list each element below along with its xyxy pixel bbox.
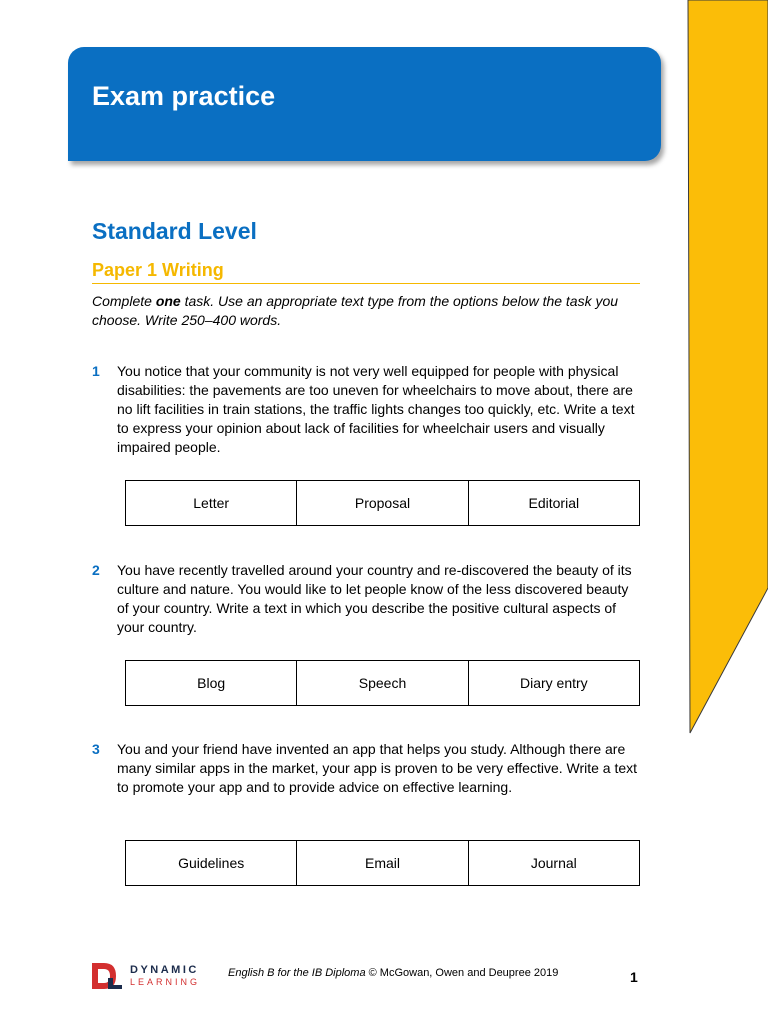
logo-text-learning: LEARNING: [130, 977, 201, 987]
option-cell: Letter: [126, 481, 297, 525]
task-3-options-table: [125, 840, 640, 886]
option-cell: Speech: [297, 661, 468, 705]
option-cell: Editorial: [528, 495, 580, 511]
option-cell: Diary entry: [519, 675, 588, 691]
page-number: 1: [630, 969, 638, 985]
task-number: 3: [92, 741, 100, 757]
task-number: 1: [92, 363, 100, 379]
footer-credit: English B for the IB Diploma © McGowan, Owen and Deupree 2019: [228, 967, 559, 979]
dynamic-learning-logo: [90, 960, 210, 992]
task-1-options-table: [125, 480, 640, 526]
option-cell: Blog: [126, 661, 297, 705]
task-number: 2: [92, 562, 100, 578]
option-cell: Journal: [530, 855, 577, 871]
option-cell: Proposal: [297, 481, 468, 525]
exam-practice-banner: [68, 47, 661, 161]
logo-text-dynamic: DYNAMIC: [130, 964, 199, 976]
paper-heading: Paper 1 Writing: [92, 261, 640, 284]
task-2-options-table: [125, 660, 640, 706]
level-heading: Standard Level: [92, 218, 257, 244]
option-cell: Email: [297, 841, 468, 885]
task-text: You notice that your community is not very well equipped for people with physical disabilities: the pavements are too uneven for wheelchairs to move about, there are no lift facilities in train stations, the traffic lights changes too quickly, etc. Write a text to express your opinion about lack of facilities for wheelchair users and visually impaired people.: [117, 363, 635, 455]
option-cell: Guidelines: [126, 841, 297, 885]
task-text: You have recently travelled around your country and re-discovered the beauty of its culture and nature. You would like to let people know of the less discovered beauty of your country. Write a text in which you describe the positive cultural aspects of your country.: [117, 562, 632, 635]
dl-logo-icon: [90, 960, 126, 992]
banner-title: Exam practice: [92, 81, 276, 111]
task-text: You and your friend have invented an app that helps you study. Although there are many similar apps in the market, your app is proven to be very effective. Write a text to promote your app and to provide advice on effective learning.: [117, 741, 638, 795]
instructions: Complete one task. Use an appropriate text type from the options below the task you choose. Write 250–400 words.: [92, 293, 619, 328]
